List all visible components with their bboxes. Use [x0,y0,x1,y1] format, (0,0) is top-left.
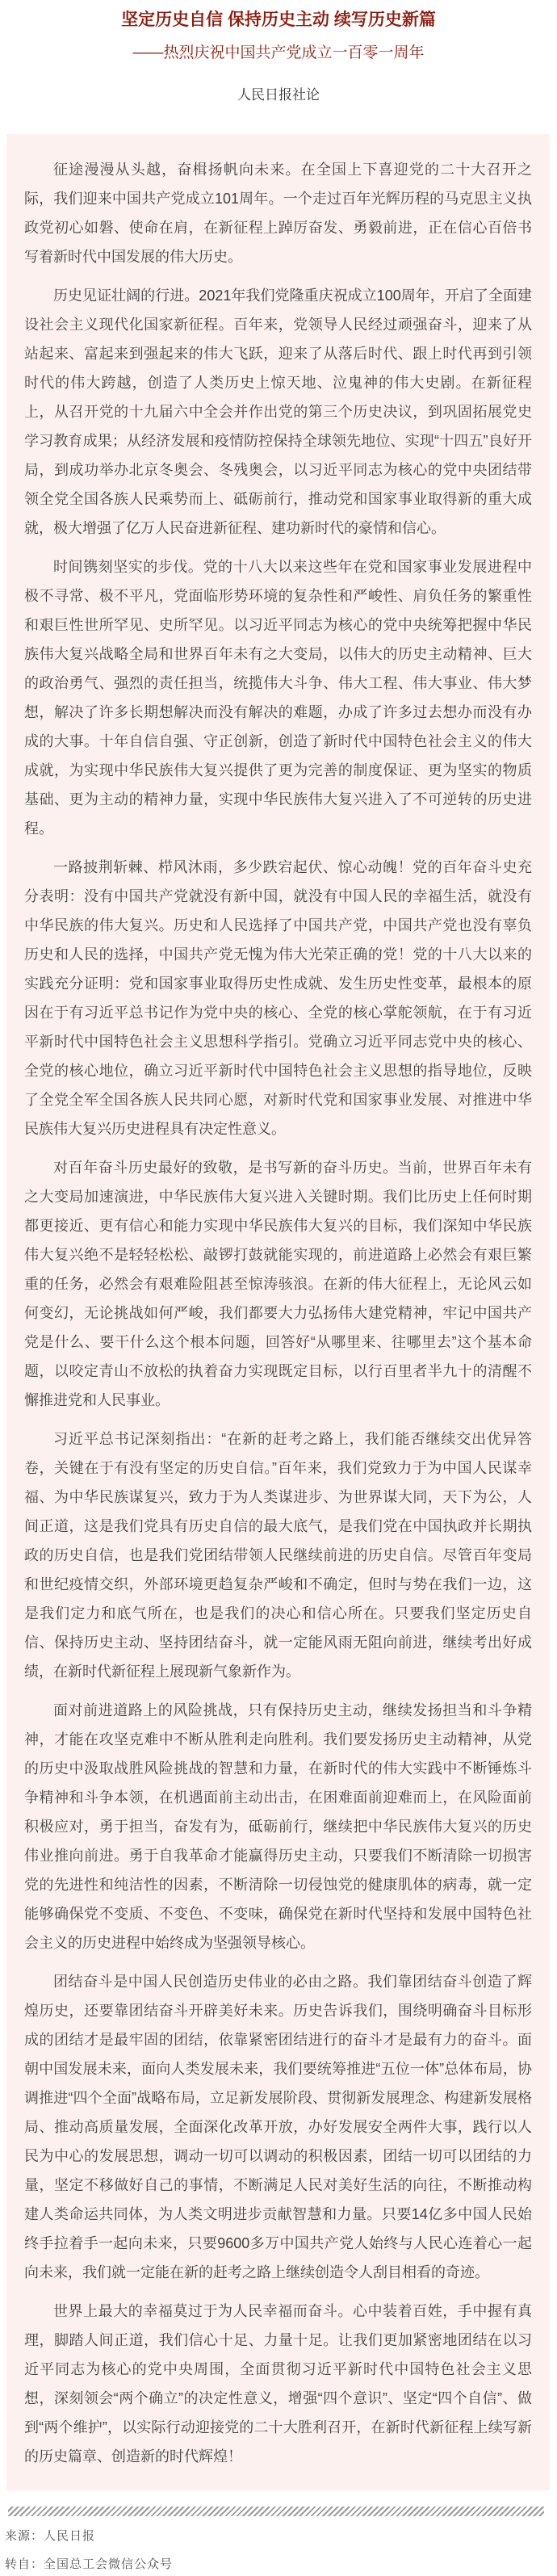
hatched-divider [8,2507,544,2516]
article-paragraph: 一路披荆斩棘、栉风沐雨，多少跌宕起伏、惊心动魄！党的百年奋斗史充分表明：没有中国共产党就没有新中国，就没有中国人民的幸福生活，就没有中华民族的伟大复兴。历史和人民选择了中国共产党，中国共产党也没有辜负历史和人民的选择，中国共产党无愧为伟大光荣正确的党！党的十八大以来的实践充分证明：党和国家事业取得历史性成就、发生历史性变革，最根本的原因在于有习近平总书记作为党中央的核心、全党的核心掌舵领航，在于有习近平新时代中国特色社会主义思想科学指引。党确立习近平同志党中央的核心、全党的核心地位，确立习近平新时代中国特色社会主义思想的指导地位，反映了全党全军全国各族人民共同心愿，对新时代党和国家事业发展、对推进中华民族伟大复兴历史进程具有决定性意义。 [24,859,532,1137]
article-paragraph: 征途漫漫从头越，奋楫扬帆向未来。在全国上下喜迎党的二十大召开之际，我们迎来中国共产党成立101周年。一个走过百年光辉历程的马克思主义执政党初心如磐、使命在肩，在新征程上踔厉奋发、勇毅前进，正在信心百倍书写着新时代中国发展的伟大历史。 [24,162,532,265]
article-paragraph: 习近平总书记深刻指出：“在新的赶考之路上，我们能否继续交出优异答卷，关键在于有没有坚定的历史自信。”百年来，我们党致力于为中国人民谋幸福、为中华民族谋复兴，致力于为人类谋进步、为世界谋大同，天下为公，人间正道，这是我们党具有历史自信的最大底气，是我们党在中国执政并长期执政的历史自信，也是我们党团结带领人民继续前进的历史自信。尽管百年变局和世纪疫情交织，外部环境更趋复杂严峻和不确定，但时与势在我们一边，这是我们定力和底气所在，也是我们的决心和信心所在。只要我们坚定历史自信、保持历史主动、坚持团结奋斗，就一定能风雨无阻向前进，继续考出好成绩，在新时代新征程上展现新气象新作为。 [24,1431,532,1680]
article-header [0,8,557,105]
article-paragraph: 世界上最大的幸福莫过于为人民幸福而奋斗。心中装着百姓，手中握有真理，脚踏人间正道，我们信心十足、力量十足。让我们更加紧密地团结在以习近平同志为核心的党中央周围，全面贯彻习近平新时代中国特色社会主义思想，深刻领会“两个确立”的决定性意义，增强“四个意识”、坚定“四个自信”、做到“两个维护”，以实际行动迎接党的二十大胜利召开，在新时代新征程上续写新的历史篇章、创造新的时代辉煌！ [24,2303,532,2465]
article-paragraph: 面对前进道路上的风险挑战，只有保持历史主动，继续发扬担当和斗争精神，才能在攻坚克难中不断从胜利走向胜利。我们要发扬历史主动精神，从党的历史中汲取战胜风险挑战的智慧和力量，在新时代的伟大实践中不断锤炼斗争精神和斗争本领，在机遇面前主动出击，在困难面前迎难而上，在风险面前积极应对，勇于担当，奋发有为，砥砺前行，继续把中华民族伟大复兴的历史伟业推向前进。勇于自我革命才能赢得历史主动，只要我们不断清除一切损害党的先进性和纯洁性的因素，不断清除一切侵蚀党的健康肌体的病毒，就一定能够确保党不变质、不变色、不变味，确保党在新时代坚持和发展中国特色社会主义的历史进程中始终成为坚强领导核心。 [24,1702,532,1951]
footer-repost: 转自：全国总工会微信公众号 [5,2557,174,2571]
article-paragraph: 历史见证壮阔的行进。2021年我们党隆重庆祝成立100周年，开启了全面建设社会主义现代化国家新征程。百年来，党领导人民经过顽强奋斗，迎来了从站起来、富起来到强起来的伟大飞跃，迎来了从落后时代、跟上时代再到引领时代的伟大跨越，创造了人类历史上惊天地、泣鬼神的伟大史剧。在新征程上，从召开党的十九届六中全会并作出党的第三个历史决议，到巩固拓展党史学习教育成果；从经济发展和疫情防控保持全球领先地位、实现“十四五”良好开局，到成功举办北京冬奥会、冬残奥会，以习近平同志为核心的党中央团结带领全党全国各族人民乘势而上、砥砺前行，推动党和国家事业取得新的重大成就，极大增强了亿万人民奋进新征程、建功新时代的豪情和信心。 [24,287,532,536]
byline: 人民日报社论 [237,87,320,103]
page-title: 坚定历史自信 保持历史主动 续写历史新篇 [121,10,436,29]
article-paragraph: 团结奋斗是中国人民创造历史伟业的必由之路。我们靠团结奋斗创造了辉煌历史，还要靠团结奋斗开辟美好未来。历史告诉我们，围绕明确奋斗目标形成的团结才是最牢固的团结，依靠紧密团结进行的奋斗才是最有力的奋斗。面朝中国发展未来，面向人类发展未来，我们要统筹推进“五位一体”总体布局，协调推进“四个全面”战略布局，立足新发展阶段、贯彻新发展理念、构建新发展格局、推动高质量发展，全面深化改革开放，办好发展安全两件大事，践行以人民为中心的发展思想，调动一切可以调动的积极因素，团结一切可以团结的力量，坚定不移做好自己的事情，不断满足人民对美好生活的向往，不断推动构建人类命运共同体，为人类文明进步贡献智慧和力量。只要14亿多中国人民始终手拉着手一起向未来，只要9600多万中国共产党人始终与人民心连着心一起向未来，我们就一定能在新的赶考之路上继续创造令人刮目相看的奇迹。 [24,1974,532,2280]
article-paragraph: 时间镌刻坚实的步伐。党的十八大以来这些年在党和国家事业发展进程中极不寻常、极不平凡，党面临形势环境的复杂性和严峻性、肩负任务的繁重性和艰巨性世所罕见、史所罕见。以习近平同志为核心的党中央统筹把握中华民族伟大复兴战略全局和世界百年未有之大变局，以伟大的历史主动精神、巨大的政治勇气、强烈的责任担当，统揽伟大斗争、伟大工程、伟大事业、伟大梦想，解决了许多长期想解决而没有解决的难题，办成了许多过去想办而没有办成的大事。十年自信自强、守正创新，创造了新时代中国特色社会主义的伟大成就，为实现中华民族伟大复兴提供了更为完善的制度保证、更为坚实的物质基础、更为主动的精神力量，实现中华民族伟大复兴进入了不可逆转的历史进程。 [24,559,532,837]
page-subtitle: ——热烈庆祝中国共产党成立一百零一周年 [132,44,425,61]
article-paragraph: 对百年奋斗历史最好的致敬，是书写新的奋斗历史。当前，世界百年未有之大变局加速演进，中华民族伟大复兴进入关键时期。我们比历史上任何时期都更接近、更有信心和能力实现中华民族伟大复兴的目标，我们深知中华民族伟大复兴绝不是轻轻松松、敲锣打鼓就能实现的，前进道路上必然会有艰巨繁重的任务，必然会有艰难险阻甚至惊涛骇浪。在新的伟大征程上，无论风云如何变幻，无论挑战如何严峻，我们都要大力弘扬伟大建党精神，牢记中国共产党是什么、要干什么这个根本问题，回答好“从哪里来、往哪里去”这个基本命题，以咬定青山不放松的执着奋力实现既定目标，以行百里者半九十的清醒不懈推进党和人民事业。 [24,1160,532,1408]
footer [0,2507,557,2576]
article-content [6,134,550,2490]
footer-source: 来源：人民日报 [5,2529,96,2543]
